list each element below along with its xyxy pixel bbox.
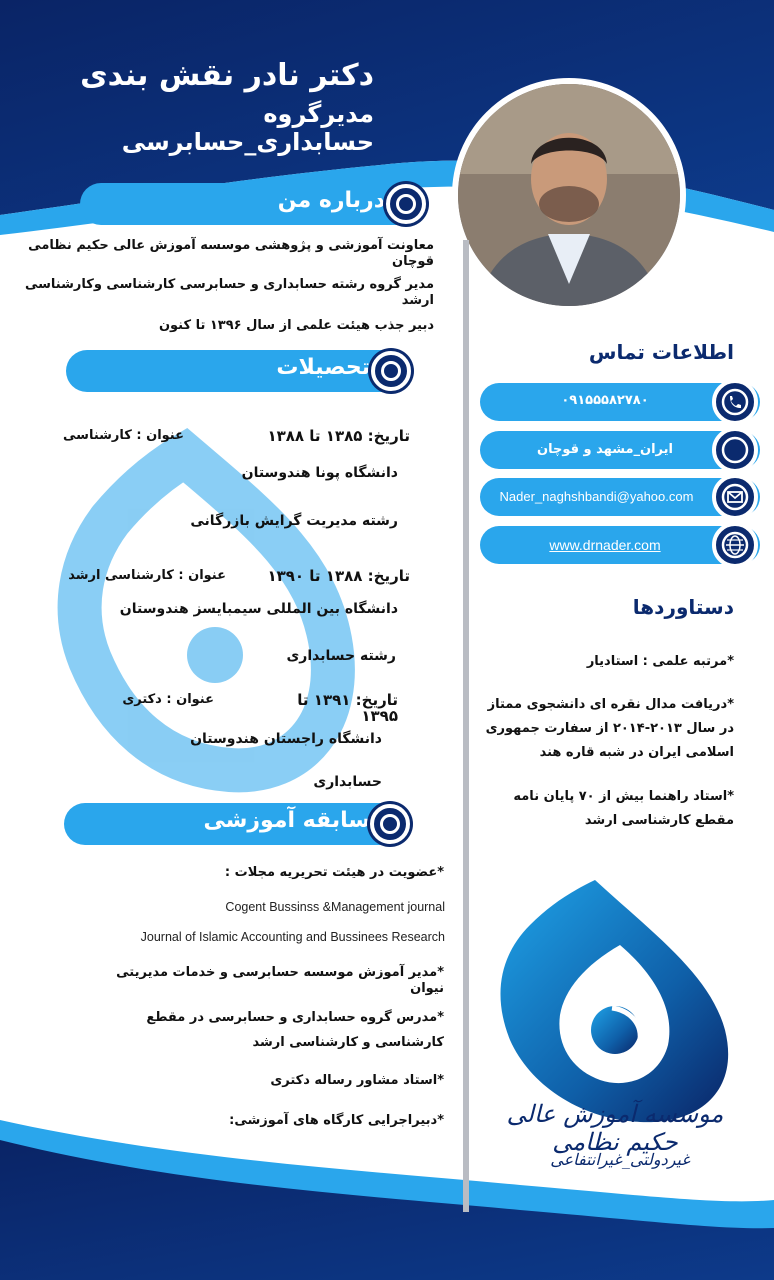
profile-photo xyxy=(452,78,686,312)
achievement-1: *مرتبه علمی : استادیار xyxy=(586,654,734,669)
about-bullet-icon xyxy=(386,184,426,224)
edu2-date: تاریخ: ۱۳۸۸ تا ۱۳۹۰ xyxy=(267,567,410,585)
globe-icon xyxy=(712,522,758,568)
edu3-university: دانشگاه راجستان هندوستان xyxy=(190,731,382,747)
institute-logo-mark xyxy=(500,880,728,1122)
person-name: دکتر نادر نقش بندی xyxy=(80,58,374,93)
edu2-degree: عنوان : کارشناسی ارشد xyxy=(68,568,226,583)
achievement-2: *دریافت مدال نقره ای دانشجوی ممتاز در سال ۲۰۱۳-۲۰۱۴ از سفارت جمهوری اسلامی ایران در شبه قاره هند xyxy=(485,697,734,760)
edu3-degree: عنوان : دکتری xyxy=(122,692,214,707)
email-text[interactable]: Nader_naghshbandi@yahoo.com xyxy=(499,489,694,504)
person-role: مدیرگروه حسابداری_حسابرسی xyxy=(121,100,374,156)
edu3-date: تاریخ: ۱۳۹۱ تا ۱۳۹۵ xyxy=(297,691,398,725)
education-title: تحصیلات xyxy=(276,355,370,380)
teaching-bullet-icon xyxy=(370,804,410,844)
institute-subtitle: غیردولتی_غیرانتفاعی xyxy=(550,1150,690,1169)
about-line-3: دبیر جذب هیئت علمی از سال ۱۳۹۶ تا کنون xyxy=(158,318,434,333)
phone-text[interactable]: ۰۹۱۵۵۵۸۲۷۸۰ xyxy=(561,393,649,408)
about-line-1: معاونت آموزشی و پژوهشی موسسه آموزش عالی حکیم نظامی قوچان xyxy=(28,238,434,269)
education-bullet-icon xyxy=(371,351,411,391)
teaching-item-4: *استاد مشاور رساله دکتری xyxy=(270,1073,444,1088)
about-line-2: مدیر گروه رشته حسابداری و حسابرسی کارشناسی وکارشناسی ارشد xyxy=(24,277,434,308)
edu1-degree: عنوان : کارشناسی xyxy=(63,428,184,443)
teaching-item-2: *مدیر آموزش موسسه حسابرسی و خدمات مدیریتی نیوان xyxy=(116,965,444,996)
achievement-3: *استاد راهنما بیش از ۷۰ پایان نامه مقطع کارشناسی ارشد xyxy=(513,789,734,828)
email-icon xyxy=(712,474,758,520)
profile-photo-graphic xyxy=(458,84,680,306)
website-link[interactable]: www.drnader.com xyxy=(549,537,661,553)
edu1-date: تاریخ: ۱۳۸۵ تا ۱۳۸۸ xyxy=(267,427,410,445)
institute-name: موسسه آموزش عالی حکیم نظامی xyxy=(506,1100,724,1156)
location-icon xyxy=(712,427,758,473)
journal-1: Cogent Bussinss &Management journal xyxy=(225,900,445,914)
journal-2: Journal of Islamic Accounting and Bussinees Research xyxy=(140,930,445,944)
edu3-field: حسابداری xyxy=(313,774,382,790)
achievements-title: دستاوردها xyxy=(632,595,734,619)
edu1-field: رشته مدیریت گرایش بازرگانی xyxy=(190,513,398,529)
column-divider xyxy=(463,240,469,1212)
about-title: درباره من xyxy=(277,188,385,213)
edu2-university: دانشگاه بین المللی سیمبایسز هندوستان xyxy=(119,601,398,617)
teaching-title: سابقه آموزشی xyxy=(203,808,370,833)
edu1-university: دانشگاه پونا هندوستان xyxy=(241,465,398,481)
phone-icon xyxy=(712,379,758,425)
teaching-item-5: *دبیراجرایی کارگاه های آموزشی: xyxy=(229,1113,444,1128)
address-text: ایران_مشهد و قوچان xyxy=(537,442,673,457)
teaching-item-3: *مدرس گروه حسابداری و حسابرسی در مقطع کارشناسی و کارشناسی ارشد xyxy=(146,1010,444,1050)
teaching-item-1: *عضویت در هیئت تحریریه مجلات : xyxy=(224,865,444,880)
contact-title: اطلاعات تماس xyxy=(588,340,734,364)
edu2-field: رشته حسابداری xyxy=(286,648,396,664)
